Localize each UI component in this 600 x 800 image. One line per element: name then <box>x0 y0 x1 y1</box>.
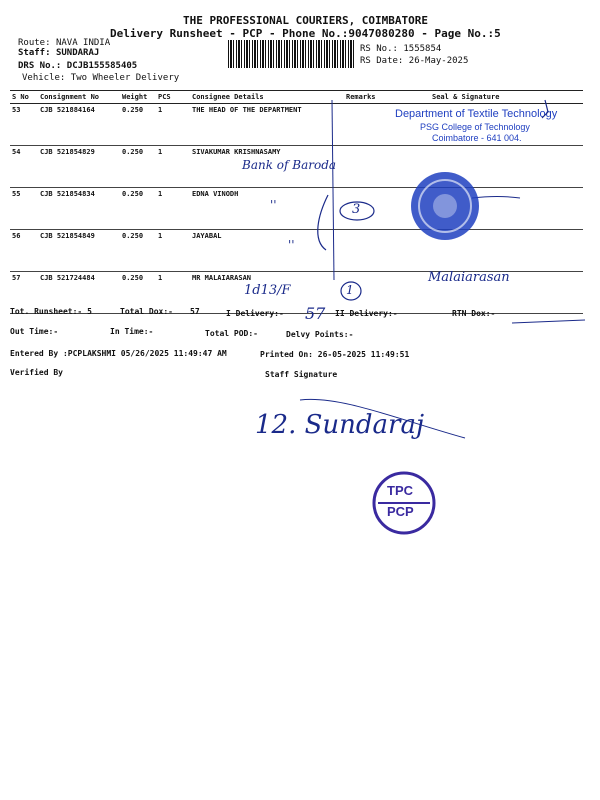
entered-by: Entered By :PCPLAKSHMI 05/26/2025 11:49:47 AM <box>10 349 227 358</box>
col-seal: Seal & Signature <box>404 91 583 104</box>
i-delivery-label: I Delivery:- <box>226 309 284 318</box>
row-consignee: MR MALAIARASAN <box>190 272 344 314</box>
drs-label: DRS No.: <box>18 61 62 71</box>
row-sno: 57 <box>10 272 38 314</box>
tpc-stamp-line1: TPC <box>387 483 413 498</box>
row-weight: 0.250 <box>120 272 156 314</box>
row-consignee: JAYABAL <box>190 230 344 272</box>
row-consignee: THE HEAD OF THE DEPARTMENT <box>190 104 344 146</box>
runsheet-subtitle: Delivery Runsheet - PCP - Phone No.:9047080280 - Page No.:5 <box>110 27 501 40</box>
handwritten-malai-signature: Malaiarasan <box>428 270 510 285</box>
company-title: THE PROFESSIONAL COURIERS, COIMBATORE <box>183 14 429 27</box>
dept-stamp-line3: Coimbatore - 641 004. <box>432 133 522 143</box>
row-pcs: 1 <box>156 272 190 314</box>
row-consignment: CJB 521884164 <box>38 104 120 146</box>
rs-no-value: 1555854 <box>403 44 442 54</box>
row-weight: 0.250 <box>120 146 156 188</box>
row-sno: 54 <box>10 146 38 188</box>
row-weight: 0.250 <box>120 188 156 230</box>
rs-no-label: RS No.: <box>360 44 398 54</box>
rs-date-label: RS Date: <box>360 56 404 66</box>
handwritten-code: 1d13/F <box>244 283 291 298</box>
vehicle-label: Vehicle: <box>22 73 66 83</box>
handwritten-bank: Bank of Baroda <box>242 158 337 172</box>
col-remarks: Remarks <box>344 91 404 104</box>
col-consignee: Consignee Details <box>190 91 344 104</box>
row-consignment: CJB 521854834 <box>38 188 120 230</box>
row-pcs: 1 <box>156 146 190 188</box>
row-consignment: CJB 521854849 <box>38 230 120 272</box>
delvy-points-label: Delvy Points:- <box>286 330 354 339</box>
drs-value: DCJB155585405 <box>66 61 138 71</box>
row-sno: 53 <box>10 104 38 146</box>
staff-value: SUNDARAJ <box>55 48 100 58</box>
row-consignee: SIVAKUMAR KRISHNASAMY <box>190 146 344 188</box>
col-sno: S No <box>10 91 38 104</box>
total-dox-value: 57 <box>190 307 200 316</box>
col-pcs: PCS <box>156 91 190 104</box>
row-sno: 55 <box>10 188 38 230</box>
row-consignee: EDNA VINODH <box>190 188 344 230</box>
remark-circled-3: 3 <box>352 202 361 217</box>
row-pcs: 1 <box>156 230 190 272</box>
dept-stamp-line2: PSG College of Technology <box>420 122 530 132</box>
ii-delivery-label: II Delivery:- <box>335 309 398 318</box>
col-consignment: Consignment No <box>38 91 120 104</box>
total-dox-label: Total Dox:- <box>120 307 173 316</box>
row-consignment: CJB 521854829 <box>38 146 120 188</box>
dept-stamp-line1: Department of Textile Technology <box>395 108 558 120</box>
staff-signature-label: Staff Signature <box>265 370 338 379</box>
vehicle-value: Two Wheeler Delivery <box>70 73 180 83</box>
route-label: Route: <box>18 38 51 48</box>
row-weight: 0.250 <box>120 104 156 146</box>
remark-circled-1: 1 <box>346 283 354 297</box>
out-time-label: Out Time:- <box>10 327 59 336</box>
row-sno: 56 <box>10 230 38 272</box>
total-pod-label: Total POD:- <box>205 329 258 338</box>
ditto-mark-1: '' <box>270 198 277 212</box>
route-value: NAVA INDIA <box>55 38 111 48</box>
verified-by: Verified By <box>10 368 63 377</box>
row-consignment: CJB 521724484 <box>38 272 120 314</box>
ditto-mark-2: '' <box>288 238 295 252</box>
row-weight: 0.250 <box>120 230 156 272</box>
staff-handwritten-signature: 12. Sundaraj <box>255 410 425 440</box>
tpc-stamp-line2: PCP <box>387 504 414 519</box>
rs-date-value: 26-May-2025 <box>408 56 469 66</box>
in-time-label: In Time:- <box>110 327 154 336</box>
tot-runsheet: Tot. Runsheet:- 5 <box>10 307 92 316</box>
rtn-dox-label: RTN Dox:- <box>452 309 496 318</box>
row-pcs: 1 <box>156 104 190 146</box>
staff-label: Staff: <box>18 48 51 58</box>
row-pcs: 1 <box>156 188 190 230</box>
printed-on: Printed On: 26-05-2025 11:49:51 <box>260 350 410 359</box>
col-weight: Weight <box>120 91 156 104</box>
i-delivery-value: 57 <box>305 304 326 323</box>
